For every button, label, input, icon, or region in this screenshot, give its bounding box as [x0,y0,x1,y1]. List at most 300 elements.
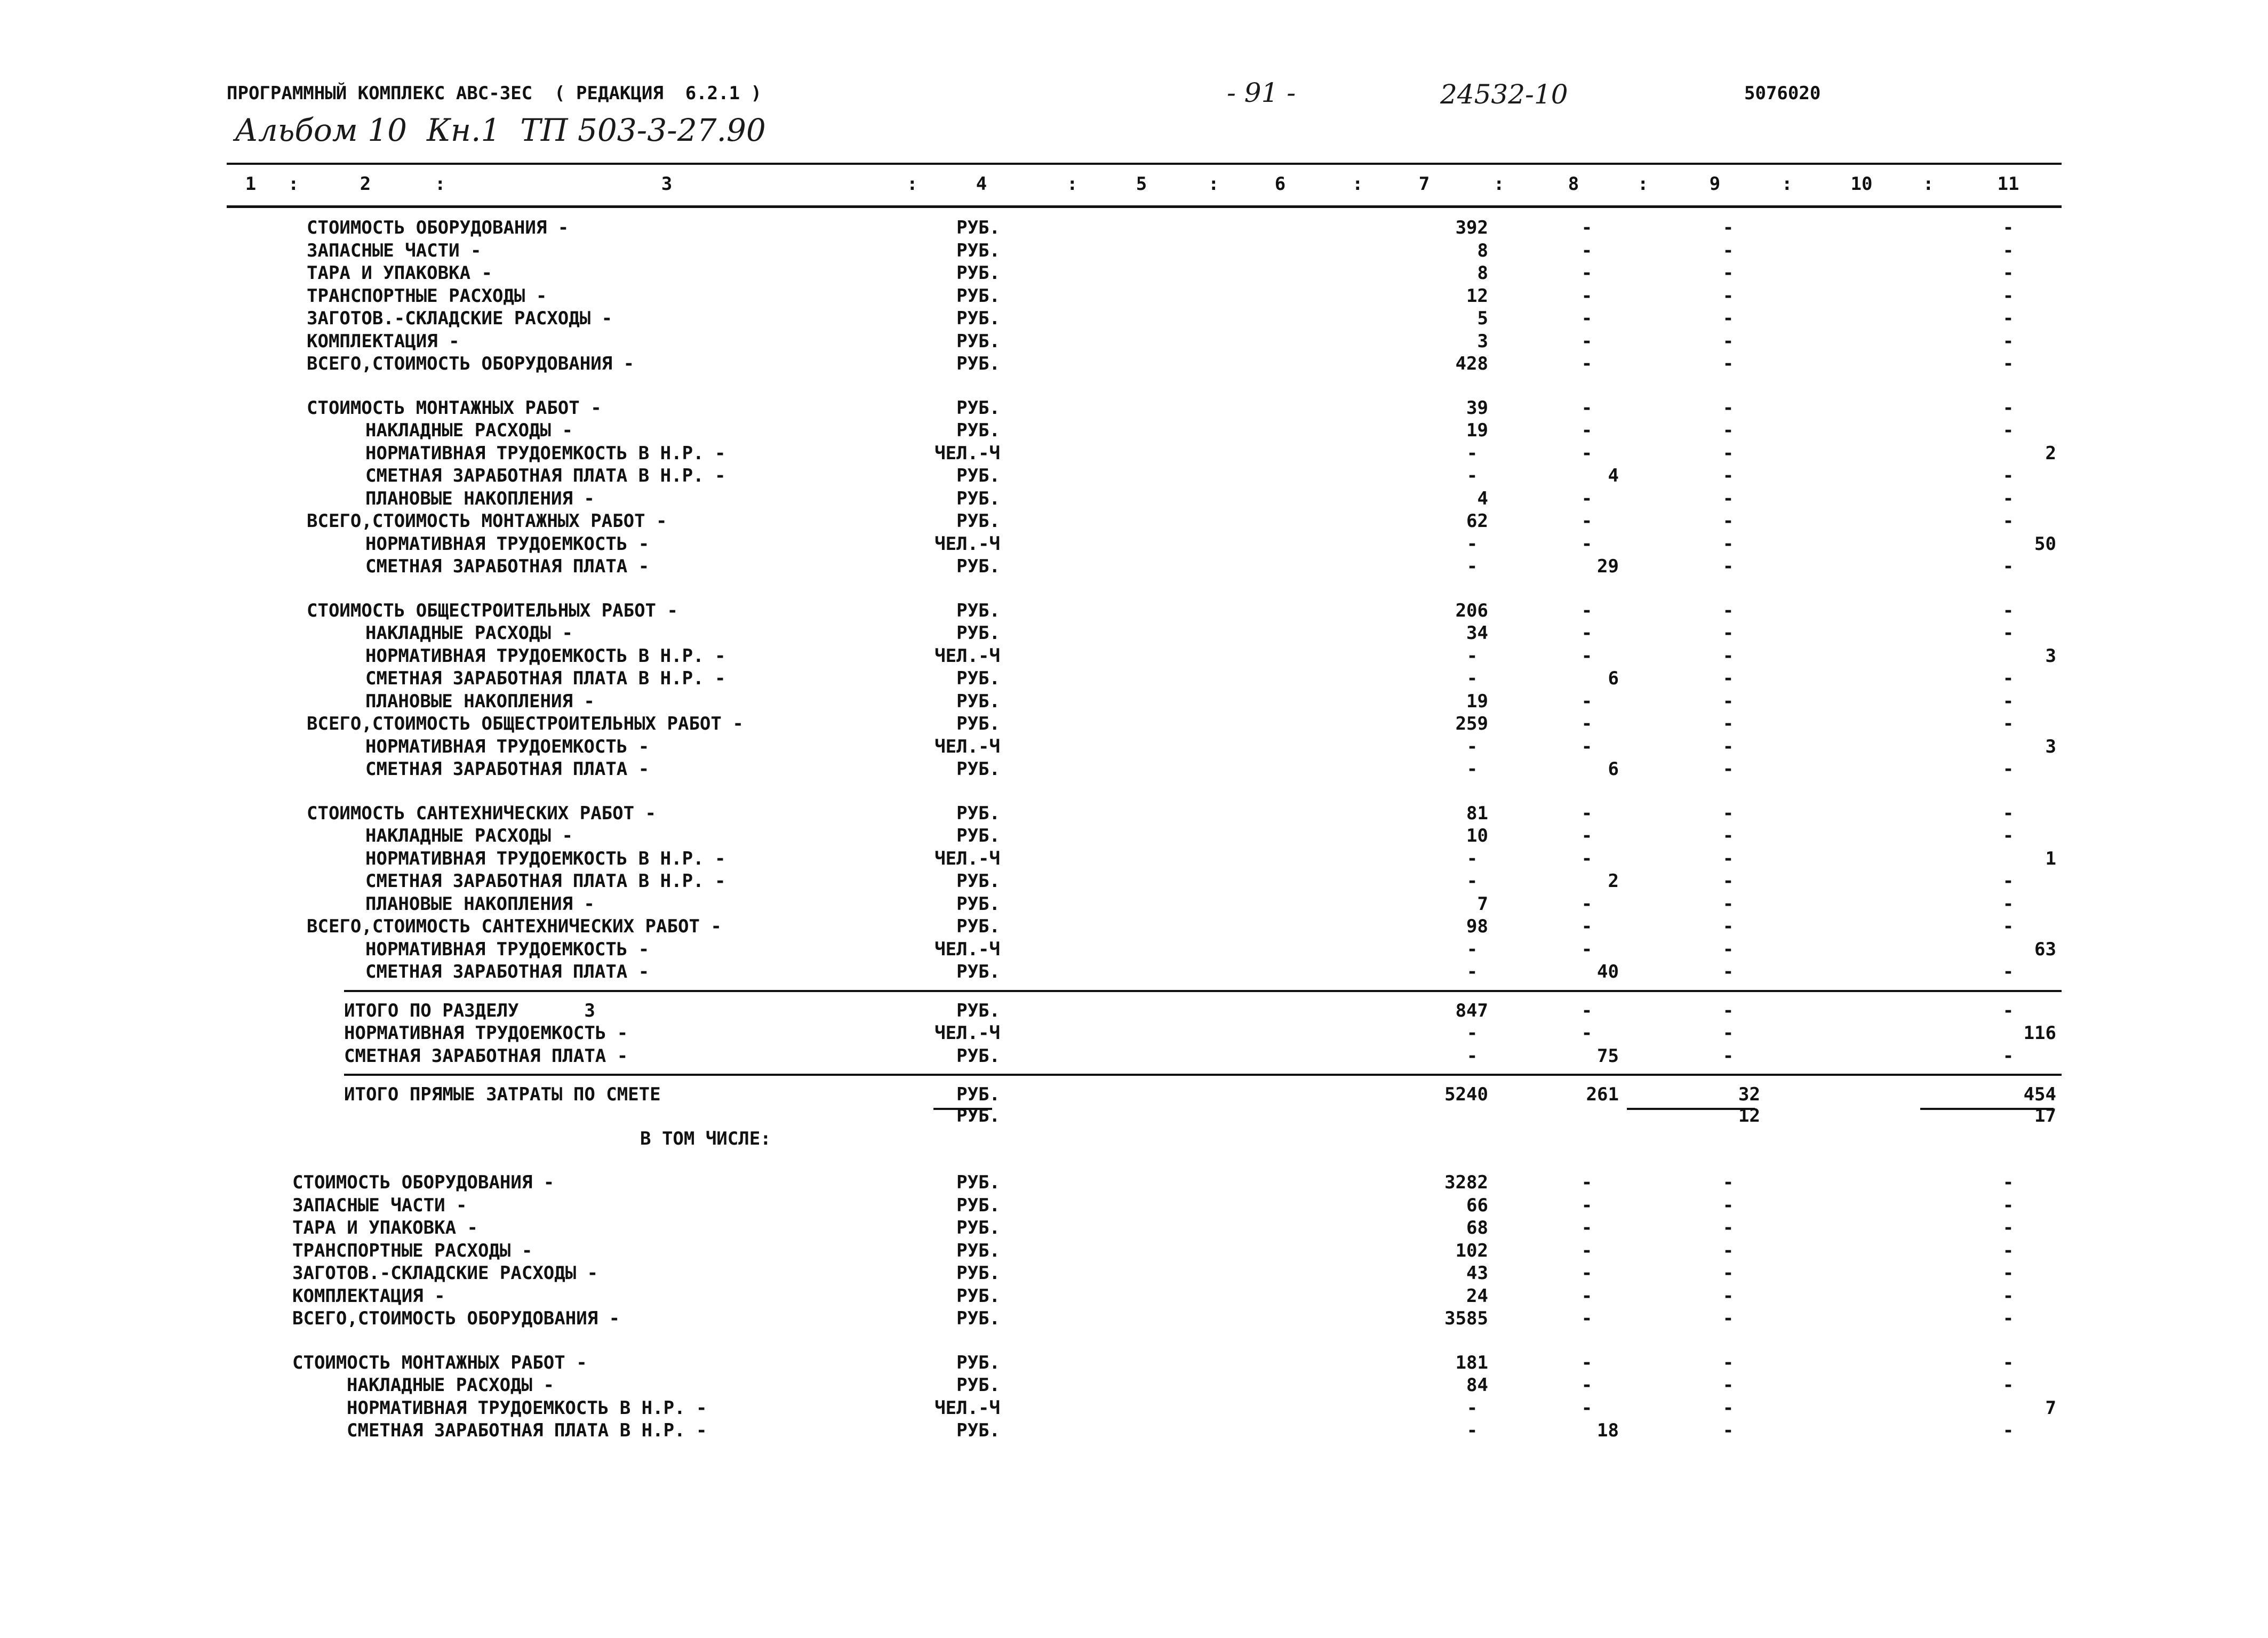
cell-col9: - [1722,262,1734,284]
cell-col9: - [1722,645,1734,667]
row-label: ИТОГО ПРЯМЫЕ ЗАТРАТЫ ПО СМЕТЕ [344,1084,661,1105]
cell-col9: - [1722,600,1734,621]
row-label: НОРМАТИВНАЯ ТРУДОЕМКОСТЬ - [365,938,650,960]
row-unit: ЧЕЛ.-Ч [935,645,1000,667]
row-label: ЗАПАСНЫЕ ЧАСТИ - [292,1194,467,1216]
cell-col11: - [2002,1263,2014,1284]
cell-col8: - [1581,1240,1593,1261]
cell-col9: - [1722,1375,1734,1396]
row-unit: РУБ. [956,1000,1000,1021]
cell-col11: - [2002,556,2014,577]
cell-col8: - [1581,1397,1593,1419]
row-unit: РУБ. [956,1217,1000,1239]
row-label: НАКЛАДНЫЕ РАСХОДЫ - [365,622,573,644]
cell-col8: - [1581,938,1593,960]
cell-col8: 29 [1597,556,1619,577]
section-rule [344,990,2062,992]
row-label: ПЛАНОВЫЕ НАКОПЛЕНИЯ - [365,488,595,509]
cell-col11: - [2002,870,2014,892]
cell-col11: 63 [2034,938,2056,960]
row-label: СМЕТНАЯ ЗАРАБОТНАЯ ПЛАТА - [365,758,650,780]
cell-col9: - [1722,442,1734,464]
cell-col7: - [1466,556,1478,577]
row-unit: РУБ. [956,668,1000,689]
cell-col11: - [2002,1000,2014,1021]
cell-col7: - [1466,736,1478,757]
handwritten-code: 24532-10 [1440,79,1568,110]
cell-col9: 12 [1738,1105,1760,1126]
row-label: ВСЕГО,СТОИМОСТЬ ОБОРУДОВАНИЯ - [292,1308,620,1329]
cell-col11: - [2002,1172,2014,1193]
cell-col7: 19 [1466,690,1488,712]
row-label: СТОИМОСТЬ САНТЕХНИЧЕСКИХ РАБОТ - [307,802,657,824]
row-unit: РУБ. [956,1352,1000,1373]
cell-col9: - [1722,1194,1734,1216]
cell-col8: - [1581,239,1593,261]
cell-col11: - [2002,825,2014,846]
cell-col11: - [2002,217,2014,238]
row-label: ВСЕГО,СТОИМОСТЬ ОБЩЕСТРОИТЕЛЬНЫХ РАБОТ - [307,713,744,734]
row-label: В ТОМ ЧИСЛЕ: [640,1128,771,1149]
cell-col8: - [1581,1000,1593,1021]
cell-col7: 43 [1466,1263,1488,1284]
cell-col9: 32 [1738,1084,1760,1105]
cell-col7: 24 [1466,1285,1488,1307]
cell-col7: 8 [1477,262,1488,284]
row-label: ЗАГОТОВ.-СКЛАДСКИЕ РАСХОДЫ - [307,308,613,329]
row-unit: РУБ. [956,1263,1000,1284]
row-label: ВСЕГО,СТОИМОСТЬ ОБОРУДОВАНИЯ - [307,353,635,374]
cell-col7: 5 [1477,308,1488,329]
row-label: НОРМАТИВНАЯ ТРУДОЕМКОСТЬ В Н.Р. - [365,645,726,667]
row-unit: РУБ. [956,1240,1000,1261]
column-separators: : [1782,173,1793,195]
cell-col11: - [2002,916,2014,937]
cell-col11: - [2002,465,2014,486]
row-unit: РУБ. [956,870,1000,892]
cell-col9: - [1722,758,1734,780]
row-unit: РУБ. [956,1375,1000,1396]
cell-col7: 12 [1466,285,1488,307]
cell-col8: - [1581,893,1593,915]
program-header: ПРОГРАММНЫЙ КОМПЛЕКС АВС-3ЕС ( РЕДАКЦИЯ 6.2.1 ) [227,83,762,104]
cell-col8: - [1581,1285,1593,1307]
column-number: 9 [1709,173,1721,195]
row-unit: РУБ. [956,690,1000,712]
cell-col7: 259 [1455,713,1488,734]
cell-col7: 39 [1466,397,1488,419]
row-label: ВСЕГО,СТОИМОСТЬ МОНТАЖНЫХ РАБОТ - [307,510,667,532]
cell-col7: - [1466,758,1478,780]
row-unit: РУБ. [956,285,1000,307]
cell-col8: 6 [1608,758,1619,780]
cell-col8: 18 [1597,1420,1619,1441]
cell-col8: - [1581,736,1593,757]
cell-col7: - [1466,1420,1478,1441]
row-label: ПЛАНОВЫЕ НАКОПЛЕНИЯ - [365,690,595,712]
row-label: СМЕТНАЯ ЗАРАБОТНАЯ ПЛАТА В Н.Р. - [365,870,726,892]
cell-col9: - [1722,713,1734,734]
cell-col8: - [1581,1352,1593,1373]
cell-col7: 66 [1466,1194,1488,1216]
cell-col8: - [1581,1194,1593,1216]
row-unit: РУБ. [956,1285,1000,1307]
row-unit: РУБ. [956,1308,1000,1329]
cell-col11: 1 [2045,848,2056,869]
cell-col9: - [1722,825,1734,846]
cell-col7: - [1466,1022,1478,1044]
column-separators: : [1494,173,1505,195]
cell-col9: - [1722,690,1734,712]
column-separators: : [1208,173,1219,195]
row-label: НОРМАТИВНАЯ ТРУДОЕМКОСТЬ В Н.Р. - [365,442,726,464]
column-separators: : [1352,173,1363,195]
cell-col8: - [1581,690,1593,712]
column-number: 7 [1418,173,1430,195]
cell-col11: - [2002,1308,2014,1329]
cell-col9: - [1722,510,1734,532]
cell-col9: - [1722,217,1734,238]
row-unit: ЧЕЛ.-Ч [935,938,1000,960]
cell-col7: 68 [1466,1217,1488,1239]
row-unit: РУБ. [956,239,1000,261]
cell-col8: - [1581,442,1593,464]
cell-col11: - [2002,893,2014,915]
cell-col8: - [1581,916,1593,937]
row-label: НОРМАТИВНАЯ ТРУДОЕМКОСТЬ - [365,533,650,555]
row-label: ИТОГО ПО РАЗДЕЛУ 3 [344,1000,595,1021]
row-unit: ЧЕЛ.-Ч [935,442,1000,464]
cell-col11: - [2002,1217,2014,1239]
cell-col7: - [1466,870,1478,892]
cell-col7: 847 [1455,1000,1488,1021]
cell-col7: 102 [1455,1240,1488,1261]
cell-col7: 181 [1455,1352,1488,1373]
cell-col9: - [1722,556,1734,577]
row-unit: РУБ. [956,420,1000,441]
cell-col11: - [2002,1285,2014,1307]
row-label: ЗАГОТОВ.-СКЛАДСКИЕ РАСХОДЫ - [292,1263,598,1284]
row-unit: РУБ. [956,308,1000,329]
cell-col8: - [1581,308,1593,329]
row-label: КОМПЛЕКТАЦИЯ - [307,330,460,352]
cell-col11: - [2002,330,2014,352]
cell-col8: - [1581,533,1593,555]
cell-col7: 3282 [1444,1172,1488,1193]
row-unit: ЧЕЛ.-Ч [935,848,1000,869]
cell-col9: - [1722,1240,1734,1261]
row-label: СТОИМОСТЬ МОНТАЖНЫХ РАБОТ - [292,1352,587,1373]
row-label: СМЕТНАЯ ЗАРАБОТНАЯ ПЛАТА - [365,961,650,982]
cell-col11: 50 [2034,533,2056,555]
column-separators: : [435,173,446,195]
row-label: СМЕТНАЯ ЗАРАБОТНАЯ ПЛАТА - [365,556,650,577]
column-number: 6 [1274,173,1286,195]
cell-col9: - [1722,1000,1734,1021]
row-label: ТАРА И УПАКОВКА - [292,1217,478,1239]
row-unit: РУБ. [956,916,1000,937]
cell-col7: - [1466,1045,1478,1067]
cell-col9: - [1722,1172,1734,1193]
column-number: 5 [1136,173,1147,195]
cell-col11: - [2002,713,2014,734]
cell-col11: - [2002,668,2014,689]
cell-col11: 3 [2045,736,2056,757]
cell-col11: - [2002,1240,2014,1261]
column-number: 11 [1997,173,2019,195]
column-number: 8 [1568,173,1579,195]
cell-col9: - [1722,420,1734,441]
column-separators: : [1638,173,1649,195]
column-number: 4 [976,173,987,195]
cell-col8: - [1581,217,1593,238]
row-unit: ЧЕЛ.-Ч [935,1397,1000,1419]
document-number: 5076020 [1744,83,1821,104]
cell-col8: 75 [1597,1045,1619,1067]
section-rule [344,1074,2062,1076]
cell-col7: 19 [1466,420,1488,441]
row-unit: РУБ. [956,1194,1000,1216]
cell-col7: 84 [1466,1375,1488,1396]
cell-col9: - [1722,1352,1734,1373]
cell-col9: - [1722,622,1734,644]
cell-col11: - [2002,488,2014,509]
cell-col11: - [2002,1352,2014,1373]
cell-col9: - [1722,1308,1734,1329]
cell-col9: - [1722,533,1734,555]
cell-col7: 10 [1466,825,1488,846]
row-label: НАКЛАДНЫЕ РАСХОДЫ - [347,1375,554,1396]
cell-col8: - [1581,645,1593,667]
row-label: ВСЕГО,СТОИМОСТЬ САНТЕХНИЧЕСКИХ РАБОТ - [307,916,722,937]
cell-col8: - [1581,488,1593,509]
row-label: НОРМАТИВНАЯ ТРУДОЕМКОСТЬ В Н.Р. - [347,1397,707,1419]
row-unit: РУБ. [956,330,1000,352]
row-unit: РУБ. [956,758,1000,780]
row-label: ЗАПАСНЫЕ ЧАСТИ - [307,239,482,261]
handwritten-album-label: Альбом 10 Кн.1 ТП 503-3-27.90 [235,112,766,148]
cell-col7: - [1466,938,1478,960]
header-rule-top [227,163,2062,165]
cell-col8: 2 [1608,870,1619,892]
cell-col8: - [1581,285,1593,307]
cell-col7: - [1466,848,1478,869]
cell-col7: - [1466,961,1478,982]
cell-col7: 7 [1477,893,1488,915]
row-unit: РУБ. [956,1172,1000,1193]
cell-col9: - [1722,308,1734,329]
cell-col9: - [1722,1045,1734,1067]
cell-col7: - [1466,465,1478,486]
cell-col9: - [1722,916,1734,937]
cell-col11: 116 [2023,1022,2056,1044]
column-separators: : [907,173,918,195]
cell-col11: - [2002,239,2014,261]
row-label: НОРМАТИВНАЯ ТРУДОЕМКОСТЬ - [365,736,650,757]
row-label: НОРМАТИВНАЯ ТРУДОЕМКОСТЬ В Н.Р. - [365,848,726,869]
cell-col7: 206 [1455,600,1488,621]
row-label: ПЛАНОВЫЕ НАКОПЛЕНИЯ - [365,893,595,915]
row-label: КОМПЛЕКТАЦИЯ - [292,1285,445,1307]
row-unit: РУБ. [956,1420,1000,1441]
cell-col9: - [1722,397,1734,419]
cell-col11: - [2002,600,2014,621]
cell-col7: - [1466,645,1478,667]
cell-col11: - [2002,420,2014,441]
cell-col8: - [1581,1022,1593,1044]
cell-col11: - [2002,1045,2014,1067]
cell-col7: 98 [1466,916,1488,937]
cell-col11: - [2002,758,2014,780]
cell-col9: - [1722,1022,1734,1044]
row-label: СМЕТНАЯ ЗАРАБОТНАЯ ПЛАТА В Н.Р. - [365,668,726,689]
cell-col8: - [1581,1263,1593,1284]
row-label: НАКЛАДНЫЕ РАСХОДЫ - [365,420,573,441]
row-label: СТОИМОСТЬ МОНТАЖНЫХ РАБОТ - [307,397,602,419]
cell-col8: - [1581,330,1593,352]
row-unit: ЧЕЛ.-Ч [935,533,1000,555]
row-unit: РУБ. [956,1084,1000,1105]
cell-col8: 261 [1586,1084,1619,1105]
row-label: ТАРА И УПАКОВКА - [307,262,492,284]
cell-col11: 3 [2045,645,2056,667]
cell-col9: - [1722,736,1734,757]
cell-col8: - [1581,848,1593,869]
column-number: 1 [245,173,257,195]
cell-col8: - [1581,510,1593,532]
cell-col9: - [1722,1217,1734,1239]
cell-col8: - [1581,1172,1593,1193]
row-unit: РУБ. [956,600,1000,621]
cell-col7: - [1466,1397,1478,1419]
cell-col9: - [1722,1285,1734,1307]
row-label: СТОИМОСТЬ ОБЩЕСТРОИТЕЛЬНЫХ РАБОТ - [307,600,678,621]
row-label: ТРАНСПОРТНЫЕ РАСХОДЫ - [307,285,547,307]
cell-col9: - [1722,330,1734,352]
cell-col11: - [2002,285,2014,307]
cell-col9: - [1722,870,1734,892]
cell-col7: 392 [1455,217,1488,238]
cell-col9: - [1722,353,1734,374]
cell-col8: - [1581,353,1593,374]
row-unit: РУБ. [956,217,1000,238]
cell-col9: - [1722,802,1734,824]
cell-col9: - [1722,1263,1734,1284]
row-unit: РУБ. [956,397,1000,419]
row-unit: РУБ. [956,510,1000,532]
cell-col11: - [2002,1420,2014,1441]
cell-col9: - [1722,488,1734,509]
row-label: СТОИМОСТЬ ОБОРУДОВАНИЯ - [307,217,569,238]
row-unit: РУБ. [956,961,1000,982]
row-unit: РУБ. [956,488,1000,509]
column-separators: : [1067,173,1078,195]
row-unit: ЧЕЛ.-Ч [935,736,1000,757]
cell-col11: - [2002,262,2014,284]
row-unit: РУБ. [956,465,1000,486]
cell-col11: - [2002,397,2014,419]
cell-col7: - [1466,668,1478,689]
cell-col8: 6 [1608,668,1619,689]
cell-col9: - [1722,1397,1734,1419]
cell-col8: - [1581,1308,1593,1329]
column-number: 2 [360,173,371,195]
cell-col8: - [1581,622,1593,644]
cell-col11: 454 [2023,1084,2056,1105]
row-label: НАКЛАДНЫЕ РАСХОДЫ - [365,825,573,846]
cell-col7: - [1466,442,1478,464]
cell-col11: - [2002,622,2014,644]
cell-col9: - [1722,285,1734,307]
cell-col11: 7 [2045,1397,2056,1419]
row-unit: РУБ. [956,802,1000,824]
cell-col8: - [1581,1375,1593,1396]
row-label: ТРАНСПОРТНЫЕ РАСХОДЫ - [292,1240,533,1261]
column-separators: : [288,173,299,195]
row-unit: РУБ. [956,556,1000,577]
cell-col11: - [2002,961,2014,982]
cell-col7: 4 [1477,488,1488,509]
cell-col8: 4 [1608,465,1619,486]
row-unit: РУБ. [956,622,1000,644]
row-label: СТОИМОСТЬ ОБОРУДОВАНИЯ - [292,1172,555,1193]
cell-col9: - [1722,848,1734,869]
column-number: 3 [661,173,673,195]
row-unit: РУБ. [956,713,1000,734]
cell-col7: - [1466,533,1478,555]
cell-col8: - [1581,802,1593,824]
page-number: - 91 - [1227,77,1296,108]
column-number: 10 [1850,173,1873,195]
cell-col9: - [1722,938,1734,960]
cell-col11: - [2002,690,2014,712]
cell-col8: - [1581,713,1593,734]
cell-col11: - [2002,510,2014,532]
cell-col9: - [1722,1420,1734,1441]
cell-col8: - [1581,262,1593,284]
cell-col11: 17 [2034,1105,2056,1126]
row-unit: ЧЕЛ.-Ч [935,1022,1000,1044]
cell-col11: 2 [2045,442,2056,464]
row-unit: РУБ. [956,1045,1000,1067]
cell-col9: - [1722,961,1734,982]
cell-col9: - [1722,893,1734,915]
cell-col7: 62 [1466,510,1488,532]
row-unit: РУБ. [956,262,1000,284]
row-unit: РУБ. [956,825,1000,846]
cell-col11: - [2002,1375,2014,1396]
cell-col11: - [2002,802,2014,824]
cell-col7: 34 [1466,622,1488,644]
row-unit: РУБ. [956,893,1000,915]
cell-col11: - [2002,1194,2014,1216]
cell-col7: 3 [1477,330,1488,352]
cell-col8: 40 [1597,961,1619,982]
row-label: СМЕТНАЯ ЗАРАБОТНАЯ ПЛАТА - [344,1045,628,1067]
cell-col11: - [2002,353,2014,374]
column-separators: : [1923,173,1934,195]
row-unit: РУБ. [956,353,1000,374]
row-unit: РУБ. [956,1105,1000,1126]
cell-col9: - [1722,465,1734,486]
row-label: НОРМАТИВНАЯ ТРУДОЕМКОСТЬ - [344,1022,628,1044]
cell-col8: - [1581,825,1593,846]
cell-col7: 5240 [1444,1084,1488,1105]
cell-col9: - [1722,239,1734,261]
cell-col7: 428 [1455,353,1488,374]
cell-col8: - [1581,1217,1593,1239]
cell-col8: - [1581,397,1593,419]
